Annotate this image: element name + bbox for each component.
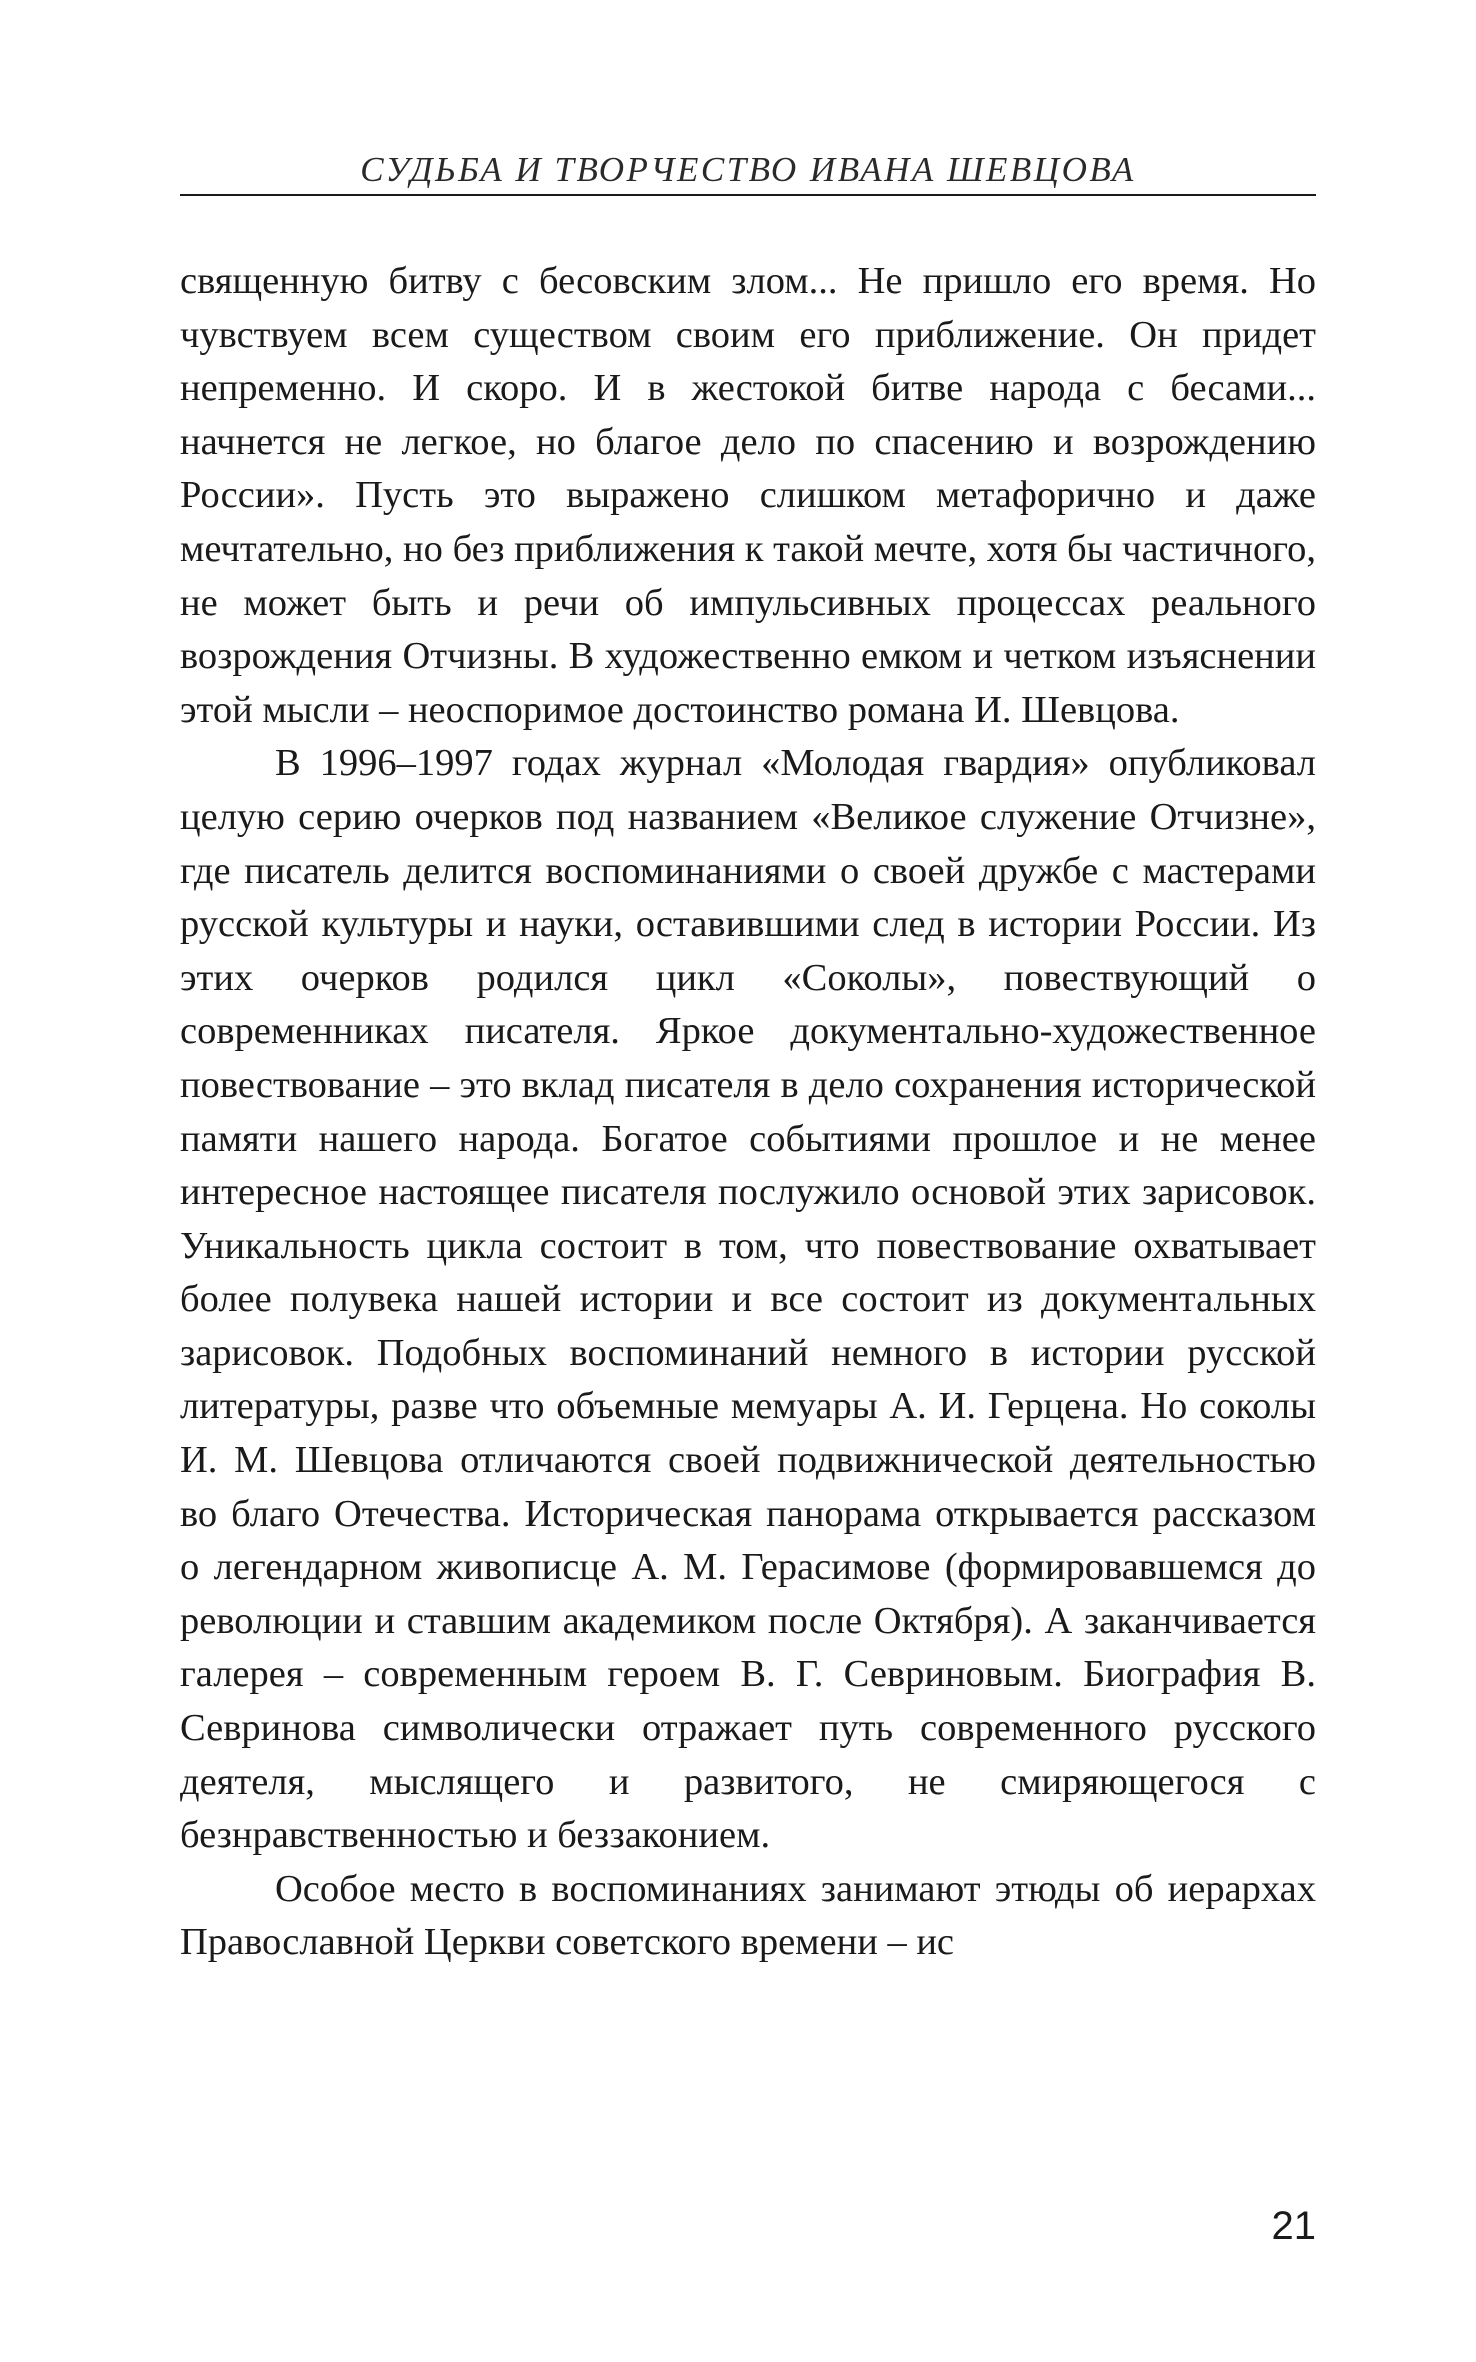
paragraph-sokoly: В 1996–1997 годах журнал «Молодая гвардия» опубликовал целую серию очерков под названием «Великое служение Отчизне», где писатель делится воспоминаниями о своей дружбе с мастерами русской культуры и науки, оставившими след в истории России. Из этих очерков родился цикл «Соколы», повествующий о современниках писателя. Яркое документально-художественное повествование – это вклад писателя в дело сохранения исторической памяти нашего народа. Богатое событиями прошлое и не менее интересное настоящее писателя послужило основой этих зарисовок. Уникальность цикла состоит в том, что повествование охватывает более полувека нашей истории и все состоит из документальных зарисовок. Подобных воспоминаний немного в истории русской литературы, разве что объемные мемуары А. И. Герцена. Но соколы И. М. Шевцова отличаются своей подвижнической деятельностью во благо Отечества. Историческая панорама открывается рассказом о легендарном живописце А. М. Герасимове (формировавшемся до революции и ставшим академиком после Октября). А заканчивается галерея – современным героем В. Г. Севриновым. Биография В. Севринова символически отражает путь современного русского деятеля, мыслящего и развитого, не смиряющегося с безнравственностью и беззаконием.	[180, 742, 1316, 1857]
page-number: 21	[1271, 2204, 1316, 2248]
running-header-title: СУДЬБА И ТВОРЧЕСТВО ИВАНА ШЕВЦОВА	[360, 150, 1136, 189]
header-rule	[180, 194, 1316, 196]
paragraph-hierarchs: Особое место в воспоминаниях занимают этюды об иерархах Православной Церкви советского времени – ис	[180, 1867, 1316, 1964]
body-text	[180, 255, 1316, 1970]
paragraph-continuation: священную битву с бесовским злом... Не пришло его время. Но чувствуем всем существом своим его приближение. Он придет непременно. И скоро. И в жестокой битве народа с бесами... начнется не легкое, но благое дело по спасению и возрождению России». Пусть это выражено слишком метафорично и даже мечтательно, но без приближения к такой мечте, хотя бы частичного, не может быть и речи об импульсивных процессах реального возрождения Отчизны. В художественно емком и четком изъяснении этой мысли – неоспоримое достоинство романа И. Шевцова.	[180, 260, 1316, 731]
